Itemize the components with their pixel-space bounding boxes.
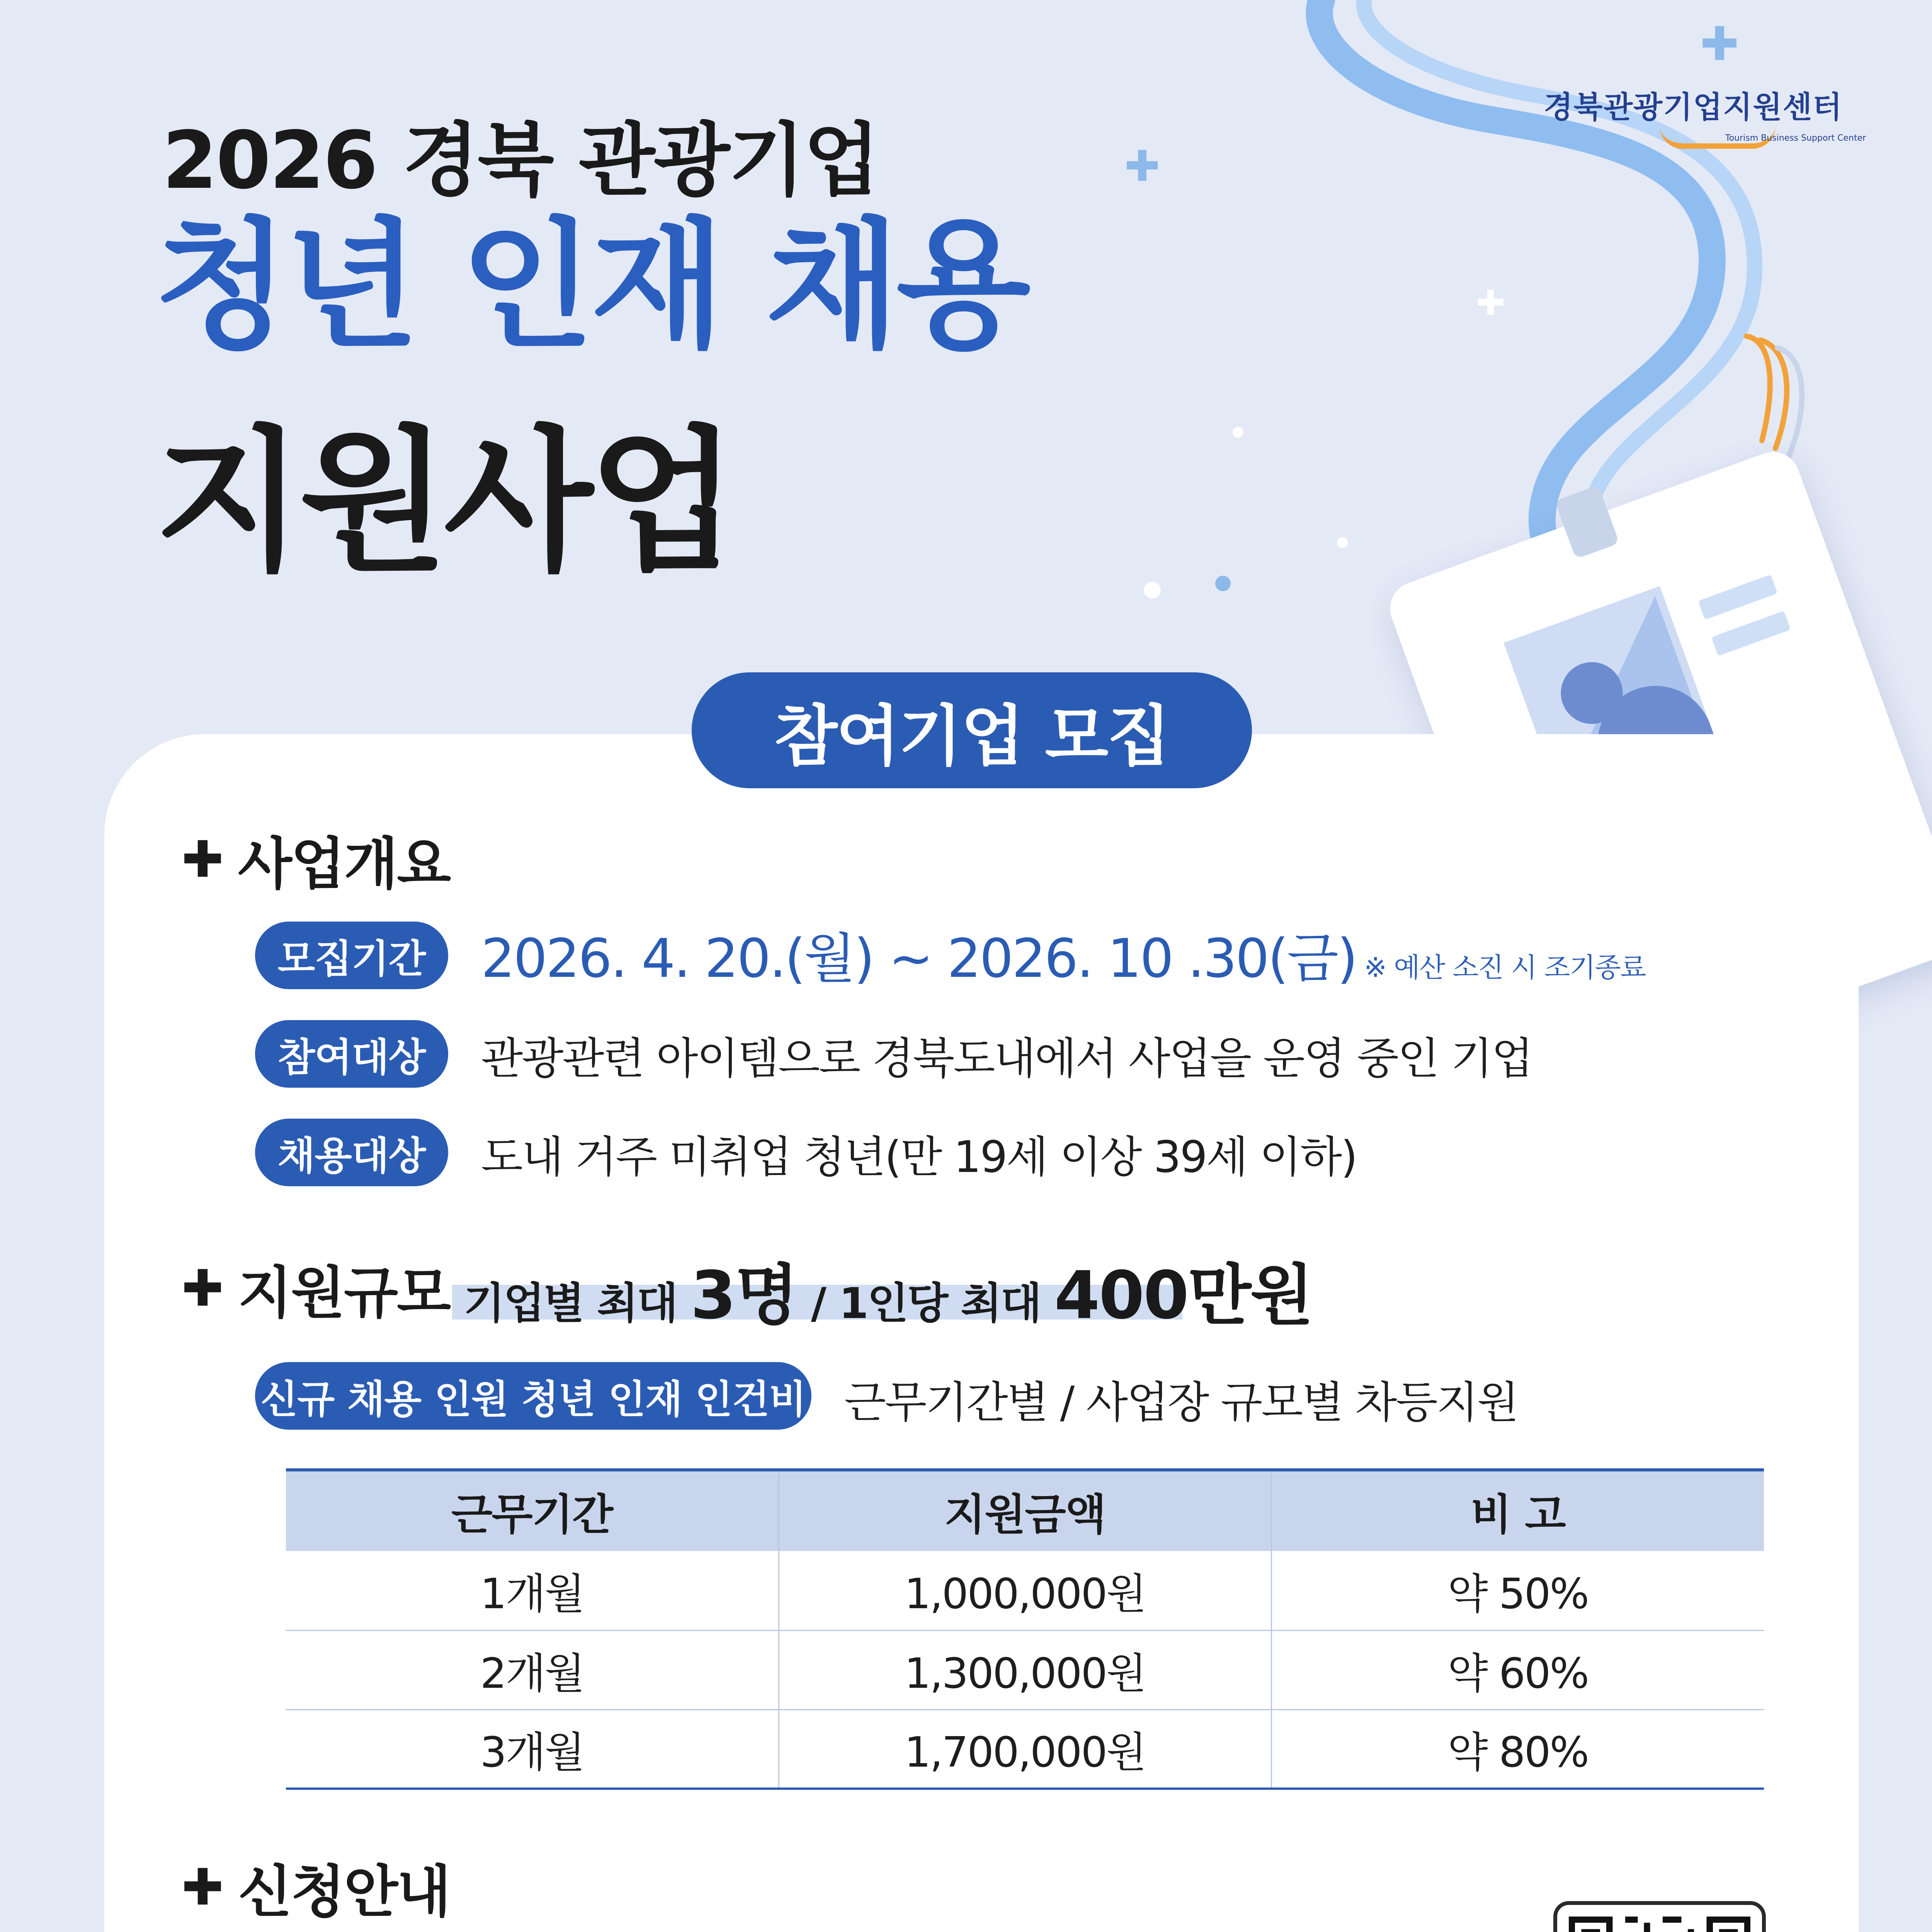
plus-icon: ✚ xyxy=(182,830,223,889)
tag-new-hire-labor-cost: 신규 채용 인원 청년 인재 인건비 xyxy=(255,1362,811,1430)
org-logo-sub: Tourism Business Support Center xyxy=(1725,133,1866,143)
col-header: 비 고 xyxy=(1271,1470,1764,1551)
col-header: 지원금액 xyxy=(779,1470,1271,1551)
plus-decoration: ✚ xyxy=(1124,141,1160,191)
application-heading xyxy=(182,1847,450,1927)
title-line-2: 청년 인재 채용 xyxy=(155,205,1027,367)
recruit-badge: 참여기업 모집 xyxy=(692,672,1252,788)
table-cell: 1,000,000원 xyxy=(779,1551,1271,1630)
plus-decoration: ✚ xyxy=(1476,283,1505,323)
participant-text: 관광관련 아이템으로 경북도내에서 사업을 운영 중인 기업 xyxy=(481,1034,1532,1084)
support-amount-table xyxy=(286,1468,1764,1790)
qr-code-icon xyxy=(1569,1917,1750,1932)
tag-participant: 참여대상 xyxy=(255,1020,448,1088)
tag-recruit-period: 모집기간 xyxy=(255,922,448,989)
tag-hire-target: 채용대상 xyxy=(255,1119,448,1186)
overview-heading xyxy=(182,819,450,900)
scale-heading-text: 지원규모 xyxy=(238,1260,450,1326)
table-row xyxy=(286,1551,1764,1630)
table-cell: 1,700,000원 xyxy=(779,1709,1271,1789)
title-line-1: 2026 경북 관광기업 xyxy=(162,115,879,207)
table-header-row xyxy=(286,1470,1764,1551)
scale-heading xyxy=(182,1248,450,1328)
table-cell: 약 60% xyxy=(1271,1630,1764,1709)
title-line-3: 지원사업 xyxy=(155,412,733,592)
table-cell: 1개월 xyxy=(286,1551,779,1630)
application-heading-text: 신청안내 xyxy=(238,1859,450,1925)
recruit-period-note: ※ 예산 소진 시 조기종료 xyxy=(1356,952,1646,983)
scale-text: 기업별 최대 3명 / 1인당 최대 400만원 xyxy=(464,1257,1313,1334)
plus-icon: ✚ xyxy=(182,1259,223,1318)
plus-decoration: ✚ xyxy=(1700,17,1739,71)
table-cell: 약 50% xyxy=(1271,1551,1764,1630)
table-cell: 약 80% xyxy=(1271,1709,1764,1789)
hire-target-text: 도내 거주 미취업 청년(만 19세 이상 39세 이하) xyxy=(481,1132,1357,1182)
col-header: 근무기간 xyxy=(286,1470,779,1551)
table-row xyxy=(286,1630,1764,1709)
dot-decoration xyxy=(1144,582,1161,599)
overview-heading-text: 사업개요 xyxy=(238,832,450,897)
table-cell: 3개월 xyxy=(286,1709,779,1789)
org-logo-name: 경북관광기업지원센터 xyxy=(1544,90,1843,125)
plus-icon: ✚ xyxy=(182,1858,223,1917)
recruit-period-text xyxy=(481,916,1646,992)
table-cell: 1,300,000원 xyxy=(779,1630,1271,1709)
scale-highlight xyxy=(452,1242,1313,1334)
qr-code[interactable] xyxy=(1553,1901,1766,1932)
dot-decoration xyxy=(1233,427,1243,438)
table-row xyxy=(286,1709,1764,1789)
recruit-period-date: 2026. 4. 20.(월) ~ 2026. 10 .30(금) xyxy=(481,927,1357,990)
dot-decoration xyxy=(1215,576,1231,591)
table-cell: 2개월 xyxy=(286,1630,779,1709)
dot-decoration xyxy=(1337,537,1348,548)
differential-support-text: 근무기간별 / 사업장 규모별 차등지원 xyxy=(844,1378,1518,1428)
org-logo xyxy=(1544,83,1884,160)
